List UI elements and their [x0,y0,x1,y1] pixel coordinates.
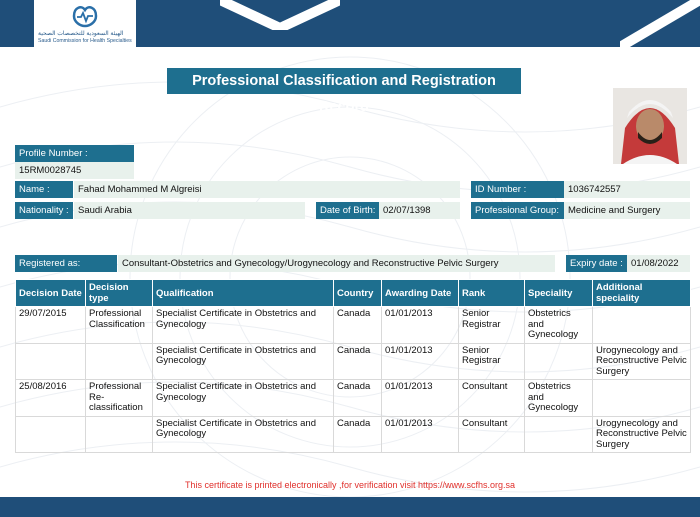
header-country: Country [334,280,382,307]
cell-decision-date [16,343,86,380]
name-value: Fahad Mohammed M Algreisi [74,181,460,198]
cell-additional-speciality: Urogynecology and Reconstructive Pelvic Surgery [593,416,691,453]
cell-speciality [525,416,593,453]
header-speciality: Speciality [525,280,593,307]
cell-awarding-date: 01/01/2013 [382,307,459,344]
cell-country: Canada [334,343,382,380]
cell-decision-date: 29/07/2015 [16,307,86,344]
logo-arabic-text: الهيئة السعودية للتخصصات الصحية [38,31,124,37]
scfhs-logo [34,0,136,47]
avatar-image [613,88,687,164]
cell-awarding-date: 01/01/2013 [382,380,459,417]
cell-rank: Senior Registrar [459,307,525,344]
cell-rank: Consultant [459,416,525,453]
table-row [16,380,691,417]
cell-decision-type: Professional Re-classification [86,380,153,417]
header-decision-type: Decision type [86,280,153,307]
name-label: Name : [15,181,73,198]
registered-as-label: Registered as: [15,255,117,272]
corner-decoration-icon [620,0,700,47]
cell-speciality: Obstetrics and Gynecology [525,307,593,344]
cell-additional-speciality [593,307,691,344]
header-awarding-date: Awarding Date [382,280,459,307]
cell-speciality: Obstetrics and Gynecology [525,380,593,417]
cell-decision-date [16,416,86,453]
cell-country: Canada [334,380,382,417]
cell-awarding-date: 01/01/2013 [382,416,459,453]
cell-qualification: Specialist Certificate in Obstetrics and Gynecology [153,380,334,417]
header-rank: Rank [459,280,525,307]
classification-table [15,279,691,453]
expiry-date-label: Expiry date : [566,255,627,272]
cell-decision-type [86,343,153,380]
table-row [16,307,691,344]
cell-qualification: Specialist Certificate in Obstetrics and Gynecology [153,416,334,453]
header-decision-date: Decision Date [16,280,86,307]
verification-footer-text: This certificate is printed electronically ,for verification visit https://www.scfhs.org.sa [184,480,516,490]
cell-awarding-date: 01/01/2013 [382,343,459,380]
logo-english-text: Saudi Commission for Health Specialties [38,38,132,44]
professional-group-label: Professional Group: [471,202,564,219]
dob-label: Date of Birth: [316,202,379,219]
cell-speciality [525,343,593,380]
page-title: Professional Classification and Registration Record [167,68,521,94]
cell-rank: Consultant [459,380,525,417]
id-number-value: 1036742557 [564,181,690,198]
cell-decision-date: 25/08/2016 [16,380,86,417]
cell-decision-type: Professional Classification [86,307,153,344]
cell-additional-speciality: Urogynecology and Reconstructive Pelvic Surgery [593,343,691,380]
dob-value: 02/07/1398 [379,202,460,219]
nationality-label: Nationality : [15,202,73,219]
profile-photo [613,88,687,164]
scfhs-logo-icon [70,4,100,28]
header-additional-speciality: Additional speciality [593,280,691,307]
table-row [16,343,691,380]
chevron-decoration-icon [220,0,340,30]
cell-additional-speciality [593,380,691,417]
nationality-value: Saudi Arabia [74,202,305,219]
cell-qualification: Specialist Certificate in Obstetrics and Gynecology [153,307,334,344]
footer-bar [0,497,700,517]
expiry-date-value: 01/08/2022 [627,255,690,272]
cell-qualification: Specialist Certificate in Obstetrics and Gynecology [153,343,334,380]
table-header-row [16,280,691,307]
registered-as-value: Consultant-Obstetrics and Gynecology/Urogynecology and Reconstructive Pelvic Surgery [118,255,555,272]
profile-number-value: 15RM0028745 [15,162,134,179]
cell-country: Canada [334,416,382,453]
cell-country: Canada [334,307,382,344]
professional-group-value: Medicine and Surgery [564,202,690,219]
id-number-label: ID Number : [471,181,564,198]
profile-number-label: Profile Number : [15,145,134,162]
cell-rank: Senior Registrar [459,343,525,380]
cell-decision-type [86,416,153,453]
header-qualification: Qualification [153,280,334,307]
table-row [16,416,691,453]
